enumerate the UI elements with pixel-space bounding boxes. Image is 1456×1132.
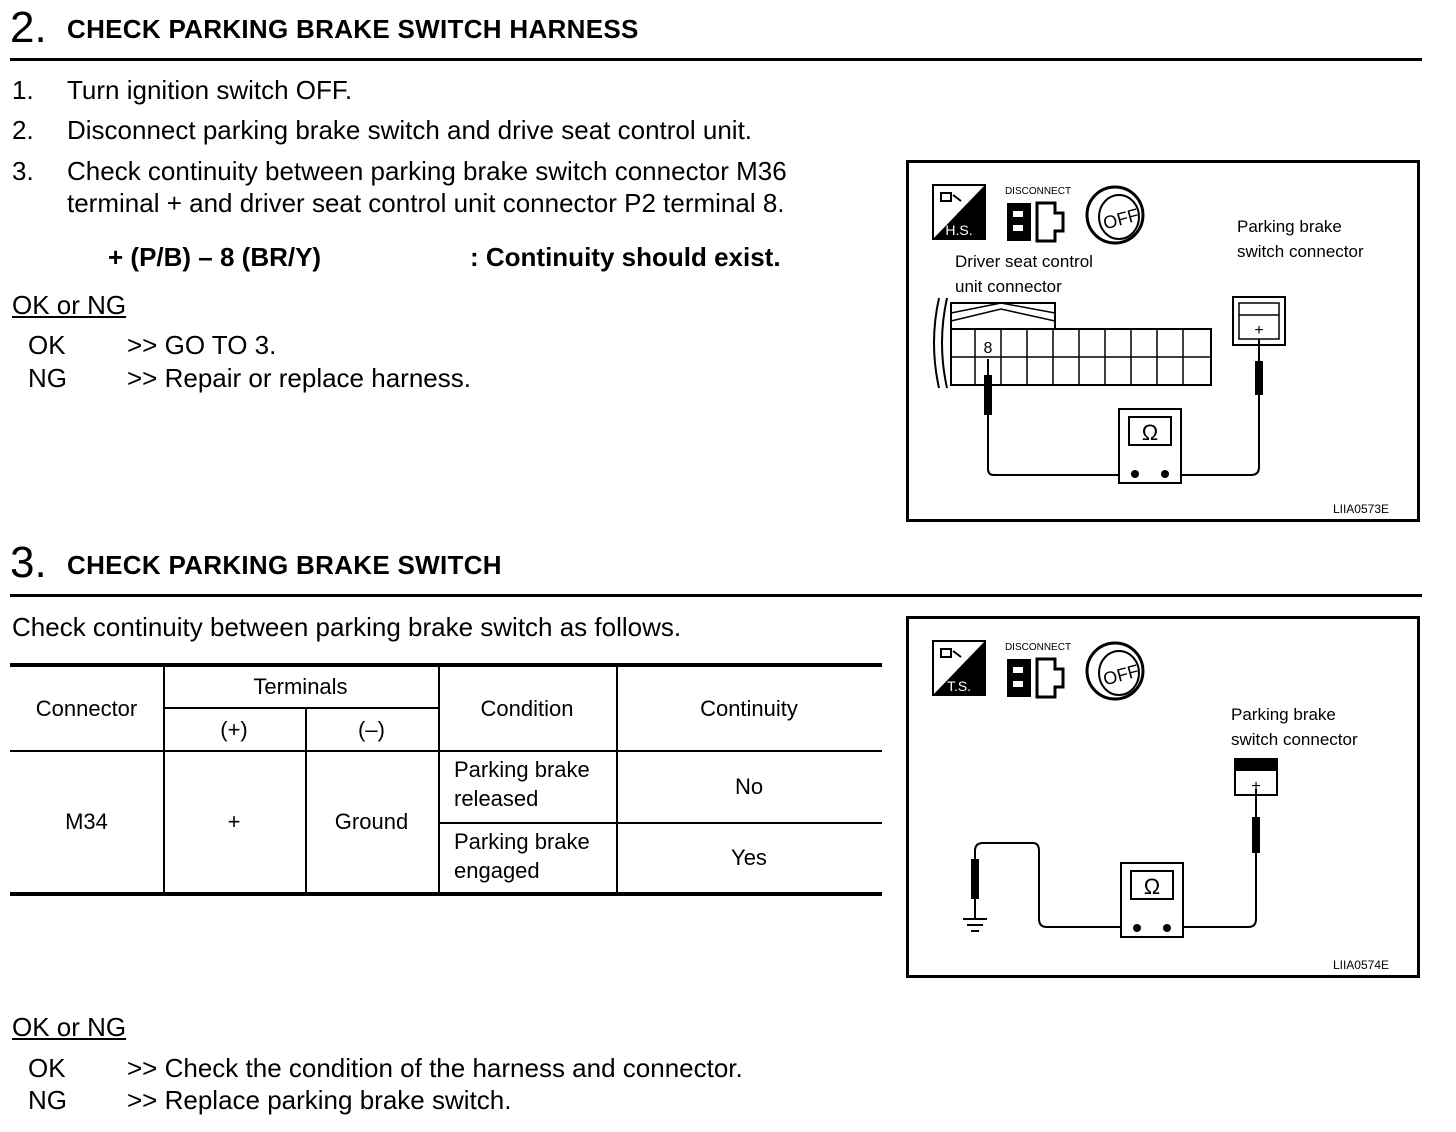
pb-connector-label-2: switch connector	[1237, 242, 1364, 261]
step3-ok-ng-heading: OK or NG	[12, 1012, 127, 1042]
ground-probe	[971, 843, 1135, 927]
parking-brake-connector	[1171, 759, 1277, 927]
switch-check-diagram	[909, 619, 1417, 975]
pb-plus-label: +	[1254, 322, 1264, 339]
step3-ok-label: OK	[28, 1053, 66, 1083]
step2-item1-num: 1.	[12, 75, 34, 105]
step2-item2-text: Disconnect parking brake switch and drive seat control unit.	[67, 115, 753, 145]
col-header-terminals: Terminals	[253, 674, 348, 699]
col-header-continuity: Continuity	[700, 695, 798, 721]
ohmmeter	[1119, 409, 1181, 483]
step2-ok-label: OK	[28, 330, 66, 360]
ignition-off-icon	[1087, 187, 1143, 243]
step2-ok-text: >> GO TO 3.	[127, 330, 277, 360]
dsc-connector-label-2: unit connector	[955, 277, 1062, 296]
step3-number: 3.	[10, 538, 47, 587]
pb-connector-label-1: Parking brake	[1237, 217, 1342, 236]
harness-check-figure	[906, 160, 1420, 522]
dsc-connector-label-1: Driver seat control	[955, 252, 1093, 271]
switch-check-figure	[906, 616, 1420, 978]
step3-ng-text: >> Replace parking brake switch.	[127, 1085, 512, 1115]
ohm-symbol: Ω	[1143, 874, 1161, 899]
step2-ng-label: NG	[28, 363, 67, 393]
ts-tag-label: T.S.	[946, 678, 972, 694]
disconnect-label: DISCONNECT	[1004, 186, 1072, 197]
step2-item3-num: 3.	[12, 156, 34, 186]
figure1-code: LIIA0573E	[1332, 502, 1389, 516]
hs-tag-label: H.S.	[945, 222, 973, 238]
driver-seat-connector	[934, 298, 1211, 388]
step3-divider	[10, 594, 1422, 597]
harness-check-diagram	[909, 163, 1417, 519]
step2-ok-ng-heading: OK or NG	[12, 290, 127, 320]
disconnect-icon	[1005, 642, 1071, 697]
ohm-symbol: Ω	[1141, 420, 1159, 445]
step2-number: 2.	[10, 3, 47, 52]
ground-icon	[963, 919, 987, 931]
ts-tag-icon	[933, 641, 985, 695]
ohmmeter	[1121, 863, 1183, 937]
key-off-label: OFF	[1101, 204, 1141, 234]
cell-plus: +	[227, 809, 241, 834]
disconnect-icon	[1005, 186, 1071, 241]
cell-condition-released	[454, 755, 614, 813]
figure2-code: LIIA0574E	[1332, 958, 1389, 972]
step2-spec-result: : Continuity should exist.	[470, 242, 781, 272]
step3-title: CHECK PARKING BRAKE SWITCH	[67, 550, 502, 580]
col-header-condition: Condition	[480, 695, 574, 721]
pb-plus-label: +	[1251, 778, 1261, 795]
condition-released-line1: Parking brake	[454, 757, 590, 782]
terminals-table	[10, 663, 882, 897]
step3-ng-label: NG	[28, 1085, 67, 1115]
cell-connector: M34	[65, 809, 108, 834]
ignition-off-icon	[1087, 643, 1143, 699]
cell-continuity-yes: Yes	[731, 845, 767, 870]
disconnect-label: DISCONNECT	[1004, 642, 1072, 653]
col-header-plus: (+)	[220, 716, 248, 742]
step3-ok-text: >> Check the condition of the harness and connector.	[127, 1053, 743, 1083]
step2-item2-num: 2.	[12, 115, 34, 145]
step2-item1-text: Turn ignition switch OFF.	[67, 75, 353, 105]
step2-title: CHECK PARKING BRAKE SWITCH HARNESS	[67, 14, 639, 44]
cell-minus: Ground	[334, 809, 409, 834]
pb-connector-label-1: Parking brake	[1231, 705, 1336, 724]
key-off-label: OFF	[1101, 660, 1141, 690]
step2-ng-text: >> Repair or replace harness.	[127, 363, 471, 393]
step2-divider	[10, 58, 1422, 61]
hs-tag-icon	[933, 185, 985, 239]
col-header-minus: (–)	[358, 716, 385, 742]
col-header-connector: Connector	[35, 695, 138, 721]
condition-engaged-line2: engaged	[454, 858, 540, 883]
step3-intro: Check continuity between parking brake switch as follows.	[12, 612, 682, 642]
step2-spec-terminals: + (P/B) – 8 (BR/Y)	[108, 242, 322, 272]
terminal-8-label: 8	[983, 340, 993, 357]
condition-engaged-line1: Parking brake	[454, 829, 590, 854]
pb-connector-label-2: switch connector	[1231, 730, 1358, 749]
step2-item3-line2: terminal + and driver seat control unit connector P2 terminal 8.	[67, 188, 785, 218]
condition-released-line2: released	[454, 786, 539, 811]
step2-item3-line1: Check continuity between parking brake switch connector M36	[67, 156, 787, 186]
cell-condition-engaged	[454, 827, 614, 885]
cell-continuity-no: No	[734, 774, 764, 799]
